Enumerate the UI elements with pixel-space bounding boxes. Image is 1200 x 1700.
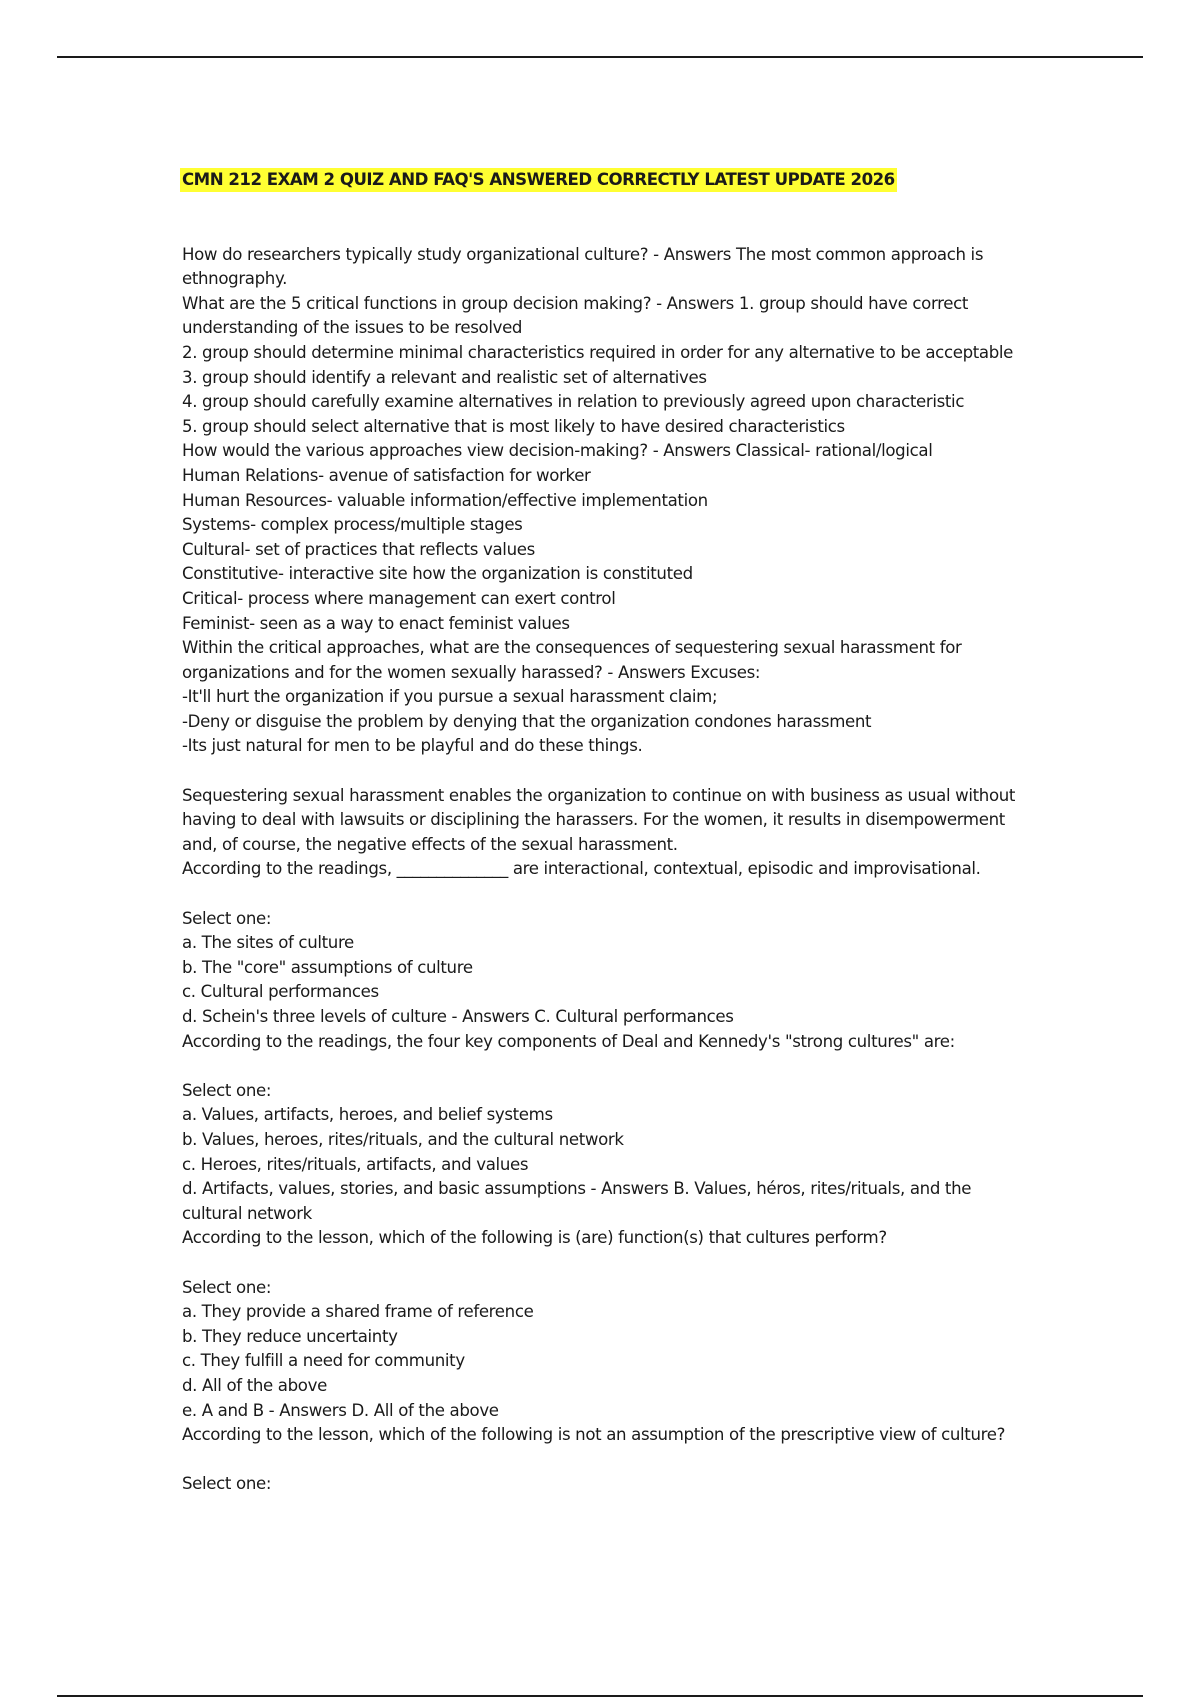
- text-line: According to the readings, the four key components of Deal and Kennedy's "strong cultures" are:: [182, 1031, 955, 1051]
- blank-line: [182, 882, 1032, 907]
- text-line: a. Values, artifacts, heroes, and belief systems: [182, 1105, 553, 1125]
- text-line: Select one:: [182, 1080, 272, 1100]
- text-line: Human Relations- avenue of satisfaction for worker: [182, 465, 591, 485]
- text-line: b. Values, heroes, rites/rituals, and the cultural network: [182, 1129, 624, 1149]
- text-line: Critical- process where management can exert control: [182, 588, 616, 608]
- text-line: 5. group should select alternative that is most likely to have desired characteristics: [182, 416, 845, 436]
- text-line: -Its just natural for men to be playful and do these things.: [182, 736, 643, 756]
- blank-line: [182, 1251, 1032, 1276]
- text-line: How do researchers typically study organizational culture? - Answers The most common approach is ethnography.: [182, 244, 984, 289]
- text-line: Human Resources- valuable information/effective implementation: [182, 490, 708, 510]
- text-line: 4. group should carefully examine alternatives in relation to previously agreed upon characteristic: [182, 392, 965, 412]
- footer-rule: [57, 1695, 1143, 1697]
- title-spacer: [182, 193, 1032, 243]
- text-line: Systems- complex process/multiple stages: [182, 515, 523, 535]
- text-line: According to the lesson, which of the following is not an assumption of the prescriptive view of culture?: [182, 1425, 1006, 1445]
- text-line: According to the readings, ______________ are interactional, contextual, episodic and improvisational.: [182, 859, 981, 879]
- text-line: Within the critical approaches, what are the consequences of sequestering sexual harassment for organizations and for the women sexually harassed? - Answers Excuses:: [182, 638, 962, 682]
- text-line: Constitutive- interactive site how the organization is constituted: [182, 564, 693, 584]
- text-line: -Deny or disguise the problem by denying that the organization condones harassment: [182, 711, 872, 731]
- text-line: -It'll hurt the organization if you pursue a sexual harassment claim;: [182, 687, 718, 707]
- text-line: Sequestering sexual harassment enables the organization to continue on with business as usual without having to deal with lawsuits or disciplining the harassers. For the women, it results in disempowerment and, of course, the negative effects of the sexual harassment.: [182, 785, 1016, 854]
- document-title-wrap: [182, 168, 1032, 193]
- text-line: a. They provide a shared frame of reference: [182, 1302, 534, 1322]
- text-line: 2. group should determine minimal characteristics required in order for any alternative to be acceptable: [182, 342, 1014, 362]
- text-line: c. Heroes, rites/rituals, artifacts, and values: [182, 1154, 529, 1174]
- header-rule: [57, 56, 1143, 58]
- document-title: CMN 212 EXAM 2 QUIZ AND FAQ'S ANSWERED CORRECTLY LATEST UPDATE 2026: [180, 168, 897, 192]
- text-line: c. Cultural performances: [182, 982, 379, 1002]
- text-line: Cultural- set of practices that reflects values: [182, 539, 535, 559]
- text-line: d. Artifacts, values, stories, and basic assumptions - Answers B. Values, héros, rites/rituals, and the cultural network: [182, 1179, 972, 1223]
- document-body: [182, 168, 1032, 1497]
- text-line: b. They reduce uncertainty: [182, 1326, 398, 1346]
- text-line: a. The sites of culture: [182, 933, 354, 953]
- blank-line: [182, 759, 1032, 784]
- text-line: What are the 5 critical functions in group decision making? - Answers 1. group should have correct understanding of the issues to be resolved: [182, 293, 969, 338]
- text-line: Select one:: [182, 1277, 272, 1297]
- text-line: c. They fulfill a need for community: [182, 1351, 465, 1371]
- blank-line: [182, 1448, 1032, 1473]
- text-line: e. A and B - Answers D. All of the above: [182, 1400, 499, 1420]
- text-line: d. All of the above: [182, 1375, 327, 1395]
- text-line: d. Schein's three levels of culture - Answers C. Cultural performances: [182, 1007, 734, 1026]
- document-text: [182, 243, 1032, 1497]
- text-line: Feminist- seen as a way to enact feminist values: [182, 613, 570, 633]
- blank-line: [182, 1054, 1032, 1079]
- text-line: According to the lesson, which of the following is (are) function(s) that cultures perform?: [182, 1228, 887, 1248]
- text-line: b. The "core" assumptions of culture: [182, 957, 473, 977]
- text-line: Select one:: [182, 908, 272, 928]
- text-line: How would the various approaches view decision-making? - Answers Classical- rational/logical: [182, 441, 933, 461]
- text-line: Select one:: [182, 1474, 272, 1494]
- text-line: 3. group should identify a relevant and realistic set of alternatives: [182, 367, 707, 387]
